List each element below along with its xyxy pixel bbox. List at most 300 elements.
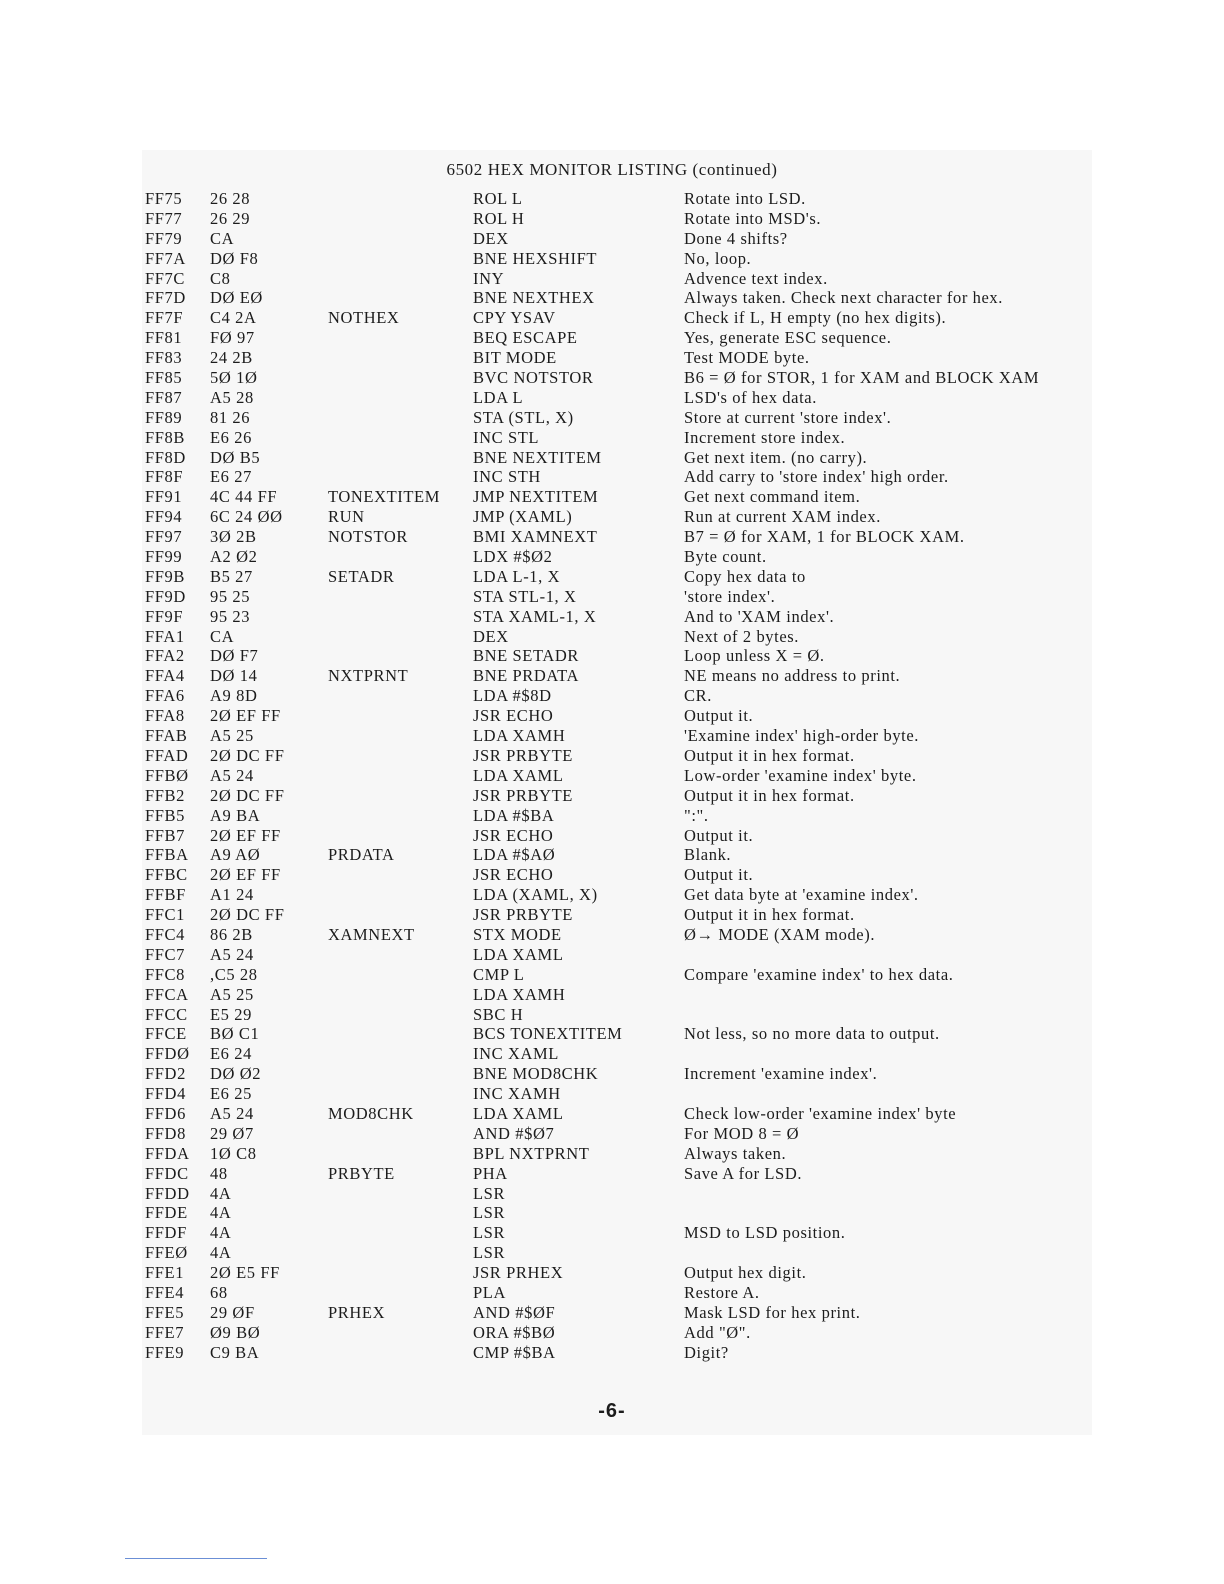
comment-cell: CR. (684, 686, 712, 706)
bytes-cell: A1 24 (210, 885, 254, 905)
instruction-cell: LDA XAMH (473, 726, 566, 746)
instruction-cell: BNE HEXSHIFT (473, 248, 598, 268)
listing-row (145, 1203, 1105, 1223)
comment-cell: Check if L, H empty (no hex digits). (684, 308, 947, 328)
listing-row (145, 925, 1105, 945)
instruction-cell: BNE PRDATA (473, 666, 579, 686)
comment-cell: Run at current XAM index. (684, 507, 881, 527)
address-cell: FF7C (145, 268, 186, 288)
instruction-cell: LDA XAML (473, 765, 564, 785)
listing-row (145, 766, 1105, 786)
instruction-cell: LDA L (473, 387, 524, 407)
address-cell: FFC4 (145, 924, 186, 944)
address-cell: FFA1 (145, 626, 185, 646)
comment-cell: No, loop. (684, 248, 752, 268)
listing-row (145, 249, 1105, 269)
comment-cell: 'Examine index' high-order byte. (684, 726, 919, 746)
instruction-cell: CPY YSAV (473, 308, 556, 328)
listing-row (145, 388, 1105, 408)
instruction-cell: JMP NEXTITEM (473, 487, 599, 507)
bytes-cell: 26 28 (210, 189, 251, 208)
bytes-cell: E6 26 (210, 427, 252, 447)
comment-cell: Check low-order 'examine index' byte (684, 1103, 957, 1123)
comment-cell: Always taken. (684, 1143, 787, 1163)
instruction-cell: AND #$Ø7 (473, 1123, 555, 1143)
comment-cell: Next of 2 bytes. (684, 626, 799, 646)
comment-cell: Output it in hex format. (684, 785, 855, 805)
instruction-cell: BNE NEXTHEX (473, 288, 595, 308)
label-cell: PRHEX (328, 1302, 386, 1322)
listing-row (145, 1124, 1105, 1144)
bytes-cell: A2 Ø2 (210, 547, 258, 567)
comment-cell: Not less, so no more data to output. (684, 1024, 940, 1044)
listing-row (145, 527, 1105, 547)
address-cell: FFBA (145, 845, 189, 865)
instruction-cell: BNE SETADR (473, 646, 579, 666)
comment-cell: Copy hex data to (684, 566, 806, 586)
comment-cell: Increment 'examine index'. (684, 1064, 878, 1084)
comment-cell: Add "Ø". (684, 1322, 751, 1342)
bytes-cell: DØ 14 (210, 666, 258, 686)
comment-cell: For MOD 8 = Ø (684, 1123, 800, 1143)
bytes-cell: CA (210, 228, 235, 248)
bytes-cell: 2Ø DC FF (210, 905, 285, 925)
bytes-cell: C4 2A (210, 308, 257, 328)
instruction-cell: INC STL (473, 427, 540, 447)
address-cell: FF99 (145, 547, 183, 567)
bytes-cell: 3Ø 2B (210, 527, 257, 547)
bytes-cell: BØ C1 (210, 1024, 260, 1044)
bytes-cell: 1Ø C8 (210, 1143, 257, 1163)
address-cell: FFB7 (145, 825, 186, 845)
address-cell: FF94 (145, 507, 183, 527)
address-cell: FF7A (145, 248, 186, 268)
instruction-cell: BMI XAMNEXT (473, 527, 598, 547)
instruction-cell: LDA XAMH (473, 984, 566, 1004)
comment-cell: LSD's of hex data. (684, 387, 817, 407)
address-cell: FFA8 (145, 706, 185, 726)
instruction-cell: DEX (473, 228, 509, 248)
instruction-cell: BPL NXTPRNT (473, 1143, 590, 1163)
instruction-cell: PHA (473, 1163, 508, 1183)
instruction-cell: ROL L (473, 189, 523, 208)
comment-cell: Get data byte at 'examine index'. (684, 885, 919, 905)
address-cell: FF8D (145, 447, 186, 467)
listing-row (145, 885, 1105, 905)
page-title: 6502 HEX MONITOR LISTING (continued) (446, 160, 778, 179)
address-cell: FFDE (145, 1203, 188, 1223)
listing-row (145, 368, 1105, 388)
bytes-cell: 4A (210, 1223, 232, 1243)
bytes-cell: B5 27 (210, 566, 253, 586)
address-cell: FF83 (145, 348, 183, 368)
comment-cell: Restore A. (684, 1282, 760, 1302)
instruction-cell: JSR ECHO (473, 825, 554, 845)
address-cell: FFE9 (145, 1342, 185, 1362)
comment-cell: Output it. (684, 706, 754, 726)
comment-cell: Low-order 'examine index' byte. (684, 765, 917, 785)
bytes-cell: E6 27 (210, 467, 252, 487)
bytes-cell: A9 8D (210, 686, 258, 706)
address-cell: FFE5 (145, 1302, 185, 1322)
bytes-cell: E6 24 (210, 1044, 252, 1064)
listing-row (145, 1263, 1105, 1283)
listing-row (145, 746, 1105, 766)
instruction-cell: JSR PRBYTE (473, 905, 573, 925)
instruction-cell: JSR ECHO (473, 865, 554, 885)
listing-row (145, 826, 1105, 846)
comment-cell: Get next command item. (684, 487, 861, 507)
address-cell: FF7D (145, 288, 186, 308)
address-cell: FF97 (145, 527, 183, 547)
bytes-cell: 2Ø EF FF (210, 706, 281, 726)
label-cell: PRDATA (328, 845, 395, 865)
address-cell: FFC7 (145, 944, 186, 964)
listing-row (145, 1064, 1105, 1084)
bytes-cell: A5 28 (210, 387, 254, 407)
bytes-cell: A5 24 (210, 1103, 254, 1123)
address-cell: FF9D (145, 586, 186, 606)
address-cell: FF77 (145, 208, 183, 228)
page-number: -6- (598, 1400, 626, 1422)
listing-row (145, 189, 1105, 209)
address-cell: FFEØ (145, 1243, 188, 1263)
comment-cell: Yes, generate ESC sequence. (684, 328, 892, 348)
listing-row (145, 1024, 1105, 1044)
comment-cell: Byte count. (684, 547, 767, 567)
instruction-cell: CMP L (473, 964, 525, 984)
address-cell: FF9F (145, 606, 184, 626)
listing-row (145, 547, 1105, 567)
instruction-cell: BIT MODE (473, 348, 557, 368)
address-cell: FFAD (145, 745, 189, 765)
bytes-cell: A5 24 (210, 944, 254, 964)
address-cell: FFCC (145, 1004, 188, 1024)
address-cell: FFBC (145, 865, 188, 885)
instruction-cell: INC STH (473, 467, 541, 487)
listing-row (145, 726, 1105, 746)
bytes-cell: ,C5 28 (210, 964, 258, 984)
instruction-cell: SBC H (473, 1004, 524, 1024)
comment-cell: Done 4 shifts? (684, 228, 788, 248)
instruction-cell: JSR PRHEX (473, 1263, 564, 1283)
listing-row (145, 686, 1105, 706)
address-cell: FFC8 (145, 964, 186, 984)
listing-row (145, 627, 1105, 647)
listing-row (145, 328, 1105, 348)
address-cell: FFE4 (145, 1282, 185, 1302)
bytes-cell: 4A (210, 1183, 232, 1203)
instruction-cell: ORA #$BØ (473, 1322, 556, 1342)
label-cell: RUN (328, 507, 365, 527)
instruction-cell: JSR PRBYTE (473, 785, 573, 805)
address-cell: FF87 (145, 387, 183, 407)
listing-row (145, 1084, 1105, 1104)
instruction-cell: LSR (473, 1203, 506, 1223)
comment-cell: NE means no address to print. (684, 666, 901, 686)
address-cell: FFDA (145, 1143, 190, 1163)
instruction-cell: STA (STL, X) (473, 407, 574, 427)
comment-cell: B6 = Ø for STOR, 1 for XAM and BLOCK XAM (684, 368, 1040, 388)
instruction-cell: DEX (473, 626, 509, 646)
comment-cell: B7 = Ø for XAM, 1 for BLOCK XAM. (684, 527, 965, 547)
bytes-cell: 86 2B (210, 924, 253, 944)
address-cell: FFA6 (145, 686, 185, 706)
address-cell: FFB5 (145, 805, 186, 825)
bytes-cell: C8 (210, 268, 231, 288)
comment-cell: Output it in hex format. (684, 905, 855, 925)
instruction-cell: ROL H (473, 208, 525, 228)
label-cell: NOTHEX (328, 308, 400, 328)
comment-cell: Add carry to 'store index' high order. (684, 467, 949, 487)
listing-row (145, 1323, 1105, 1343)
address-cell: FFD2 (145, 1064, 186, 1084)
instruction-cell: JSR PRBYTE (473, 745, 573, 765)
address-cell: FFD8 (145, 1123, 186, 1143)
bytes-cell: E6 25 (210, 1084, 252, 1104)
bytes-cell: 26 29 (210, 208, 251, 228)
instruction-cell: BVC NOTSTOR (473, 368, 594, 388)
address-cell: FFA2 (145, 646, 185, 666)
address-cell: FFDØ (145, 1044, 190, 1064)
address-cell: FFBF (145, 885, 186, 905)
bytes-cell: Ø9 BØ (210, 1322, 261, 1342)
instruction-cell: JMP (XAML) (473, 507, 573, 527)
label-cell: PRBYTE (328, 1163, 395, 1183)
bytes-cell: 29 Ø7 (210, 1123, 254, 1143)
address-cell: FFDC (145, 1163, 189, 1183)
instruction-cell: CMP #$BA (473, 1342, 556, 1362)
listing-row (145, 905, 1105, 925)
comment-cell: Increment store index. (684, 427, 846, 447)
address-cell: FF8F (145, 467, 184, 487)
label-cell: MOD8CHK (328, 1103, 414, 1123)
listing-row (145, 567, 1105, 587)
address-cell: FFDD (145, 1183, 190, 1203)
listing-table (145, 189, 1105, 1363)
address-cell: FFAB (145, 726, 188, 746)
bytes-cell: DØ EØ (210, 288, 263, 308)
comment-cell: Blank. (684, 845, 732, 865)
bytes-cell: 24 2B (210, 348, 253, 368)
bytes-cell: 4A (210, 1243, 232, 1263)
address-cell: FFCE (145, 1024, 187, 1044)
listing-row (145, 1343, 1105, 1363)
address-cell: FFCA (145, 984, 189, 1004)
listing-row (145, 945, 1105, 965)
listing-row (145, 1005, 1105, 1025)
listing-row (145, 487, 1105, 507)
listing-row (145, 288, 1105, 308)
bytes-cell: 48 (210, 1163, 228, 1183)
comment-cell: Output hex digit. (684, 1263, 807, 1283)
bytes-cell: A9 AØ (210, 845, 261, 865)
bytes-cell: 4C 44 FF (210, 487, 278, 507)
address-cell: FFD6 (145, 1103, 186, 1123)
listing-row (145, 269, 1105, 289)
address-cell: FF7F (145, 308, 184, 328)
instruction-cell: STX MODE (473, 924, 562, 944)
bytes-cell: 2Ø EF FF (210, 825, 281, 845)
address-cell: FFB2 (145, 785, 186, 805)
address-cell: FFC1 (145, 905, 186, 925)
bytes-cell: A5 24 (210, 765, 254, 785)
comment-cell: Loop unless X = Ø. (684, 646, 825, 666)
comment-cell: Ø→ MODE (XAM mode). (684, 924, 876, 944)
instruction-cell: LDA #$BA (473, 805, 555, 825)
listing-row (145, 1184, 1105, 1204)
label-cell: NXTPRNT (328, 666, 409, 686)
address-cell: FF79 (145, 228, 183, 248)
comment-cell: Test MODE byte. (684, 348, 810, 368)
comment-cell: Output it in hex format. (684, 745, 855, 765)
instruction-cell: STA XAML-1, X (473, 606, 597, 626)
listing-row (145, 786, 1105, 806)
address-cell: FFBØ (145, 765, 189, 785)
comment-cell: ":". (684, 805, 709, 825)
instruction-cell: STA STL-1, X (473, 586, 577, 606)
instruction-cell: INC XAML (473, 1044, 559, 1064)
address-cell: FFE1 (145, 1263, 185, 1283)
instruction-cell: PLA (473, 1282, 506, 1302)
listing-row (145, 1243, 1105, 1263)
bytes-cell: A5 25 (210, 984, 254, 1004)
instruction-cell: JSR ECHO (473, 706, 554, 726)
address-cell: FF8B (145, 427, 186, 447)
instruction-cell: BEQ ESCAPE (473, 328, 578, 348)
address-cell: FFA4 (145, 666, 185, 686)
listing-row (145, 1104, 1105, 1124)
bytes-cell: C9 BA (210, 1342, 260, 1362)
address-cell: FF81 (145, 328, 183, 348)
listing-row (145, 1303, 1105, 1323)
instruction-cell: LDA #$AØ (473, 845, 556, 865)
address-cell: FFDF (145, 1223, 187, 1243)
comment-cell: Store at current 'store index'. (684, 407, 892, 427)
bytes-cell: 2Ø EF FF (210, 865, 281, 885)
comment-cell: 'store index'. (684, 586, 776, 606)
bytes-cell: FØ 97 (210, 328, 255, 348)
address-cell: FF89 (145, 407, 183, 427)
address-cell: FF85 (145, 368, 183, 388)
comment-cell: Output it. (684, 865, 754, 885)
listing-row (145, 1164, 1105, 1184)
instruction-cell: LSR (473, 1223, 506, 1243)
comment-cell: Always taken. Check next character for hex. (684, 288, 1004, 308)
instruction-cell: LDA #$8D (473, 686, 552, 706)
listing-row (145, 965, 1105, 985)
listing-row (145, 448, 1105, 468)
instruction-cell: BCS TONEXTITEM (473, 1024, 623, 1044)
bytes-cell: 95 23 (210, 606, 251, 626)
comment-cell: MSD to LSD position. (684, 1223, 846, 1243)
instruction-cell: INC XAMH (473, 1084, 561, 1104)
bytes-cell: CA (210, 626, 235, 646)
label-cell: TONEXTITEM (328, 487, 441, 507)
comment-cell: Rotate into LSD. (684, 189, 806, 208)
listing-row (145, 1283, 1105, 1303)
listing-row (145, 985, 1105, 1005)
comment-cell: Save A for LSD. (684, 1163, 803, 1183)
listing-row (145, 1144, 1105, 1164)
bytes-cell: A5 25 (210, 726, 254, 746)
comment-cell: Get next item. (no carry). (684, 447, 868, 467)
bytes-cell: 2Ø DC FF (210, 745, 285, 765)
bytes-cell: DØ Ø2 (210, 1064, 262, 1084)
comment-cell: Mask LSD for hex print. (684, 1302, 861, 1322)
footnote-rule (125, 1558, 267, 1559)
bytes-cell: 95 25 (210, 586, 251, 606)
instruction-cell: LDA XAML (473, 1103, 564, 1123)
listing-row (145, 1223, 1105, 1243)
instruction-cell: BNE MOD8CHK (473, 1064, 599, 1084)
bytes-cell: DØ F8 (210, 248, 259, 268)
listing-row (145, 706, 1105, 726)
comment-cell: Digit? (684, 1342, 729, 1362)
address-cell: FFD4 (145, 1084, 186, 1104)
listing-row (145, 1044, 1105, 1064)
bytes-cell: 2Ø E5 FF (210, 1263, 280, 1283)
listing-row (145, 467, 1105, 487)
listing-row (145, 428, 1105, 448)
listing-row (145, 607, 1105, 627)
listing-row (145, 229, 1105, 249)
listing-row (145, 587, 1105, 607)
address-cell: FF91 (145, 487, 183, 507)
label-cell: SETADR (328, 566, 395, 586)
listing-row (145, 666, 1105, 686)
listing-row (145, 865, 1105, 885)
instruction-cell: BNE NEXTITEM (473, 447, 602, 467)
instruction-cell: AND #$ØF (473, 1302, 556, 1322)
comment-cell: Advence text index. (684, 268, 828, 288)
comment-cell: Output it. (684, 825, 754, 845)
bytes-cell: 2Ø DC FF (210, 785, 285, 805)
instruction-cell: LDA XAML (473, 944, 564, 964)
comment-cell: Rotate into MSD's. (684, 208, 822, 228)
bytes-cell: 68 (210, 1282, 228, 1302)
instruction-cell: LSR (473, 1243, 506, 1263)
comment-cell: Compare 'examine index' to hex data. (684, 964, 954, 984)
listing-row (145, 408, 1105, 428)
address-cell: FFE7 (145, 1322, 185, 1342)
listing-row (145, 646, 1105, 666)
bytes-cell: 4A (210, 1203, 232, 1223)
instruction-cell: LDX #$Ø2 (473, 547, 553, 567)
listing-row (145, 845, 1105, 865)
instruction-cell: INY (473, 268, 505, 288)
bytes-cell: E5 29 (210, 1004, 252, 1024)
bytes-cell: DØ B5 (210, 447, 261, 467)
bytes-cell: 5Ø 1Ø (210, 368, 258, 388)
listing-row (145, 507, 1105, 527)
instruction-cell: LDA L-1, X (473, 566, 561, 586)
listing-row (145, 308, 1105, 328)
bytes-cell: DØ F7 (210, 646, 259, 666)
bytes-cell: 81 26 (210, 407, 251, 427)
listing-row (145, 348, 1105, 368)
comment-cell: And to 'XAM index'. (684, 606, 835, 626)
label-cell: XAMNEXT (328, 924, 415, 944)
label-cell: NOTSTOR (328, 527, 408, 547)
address-cell: FF9B (145, 566, 186, 586)
bytes-cell: 29 ØF (210, 1302, 255, 1322)
address-cell: FF75 (145, 189, 183, 208)
listing-row (145, 209, 1105, 229)
bytes-cell: 6C 24 ØØ (210, 507, 283, 527)
listing-row (145, 806, 1105, 826)
instruction-cell: LDA (XAML, X) (473, 885, 598, 905)
